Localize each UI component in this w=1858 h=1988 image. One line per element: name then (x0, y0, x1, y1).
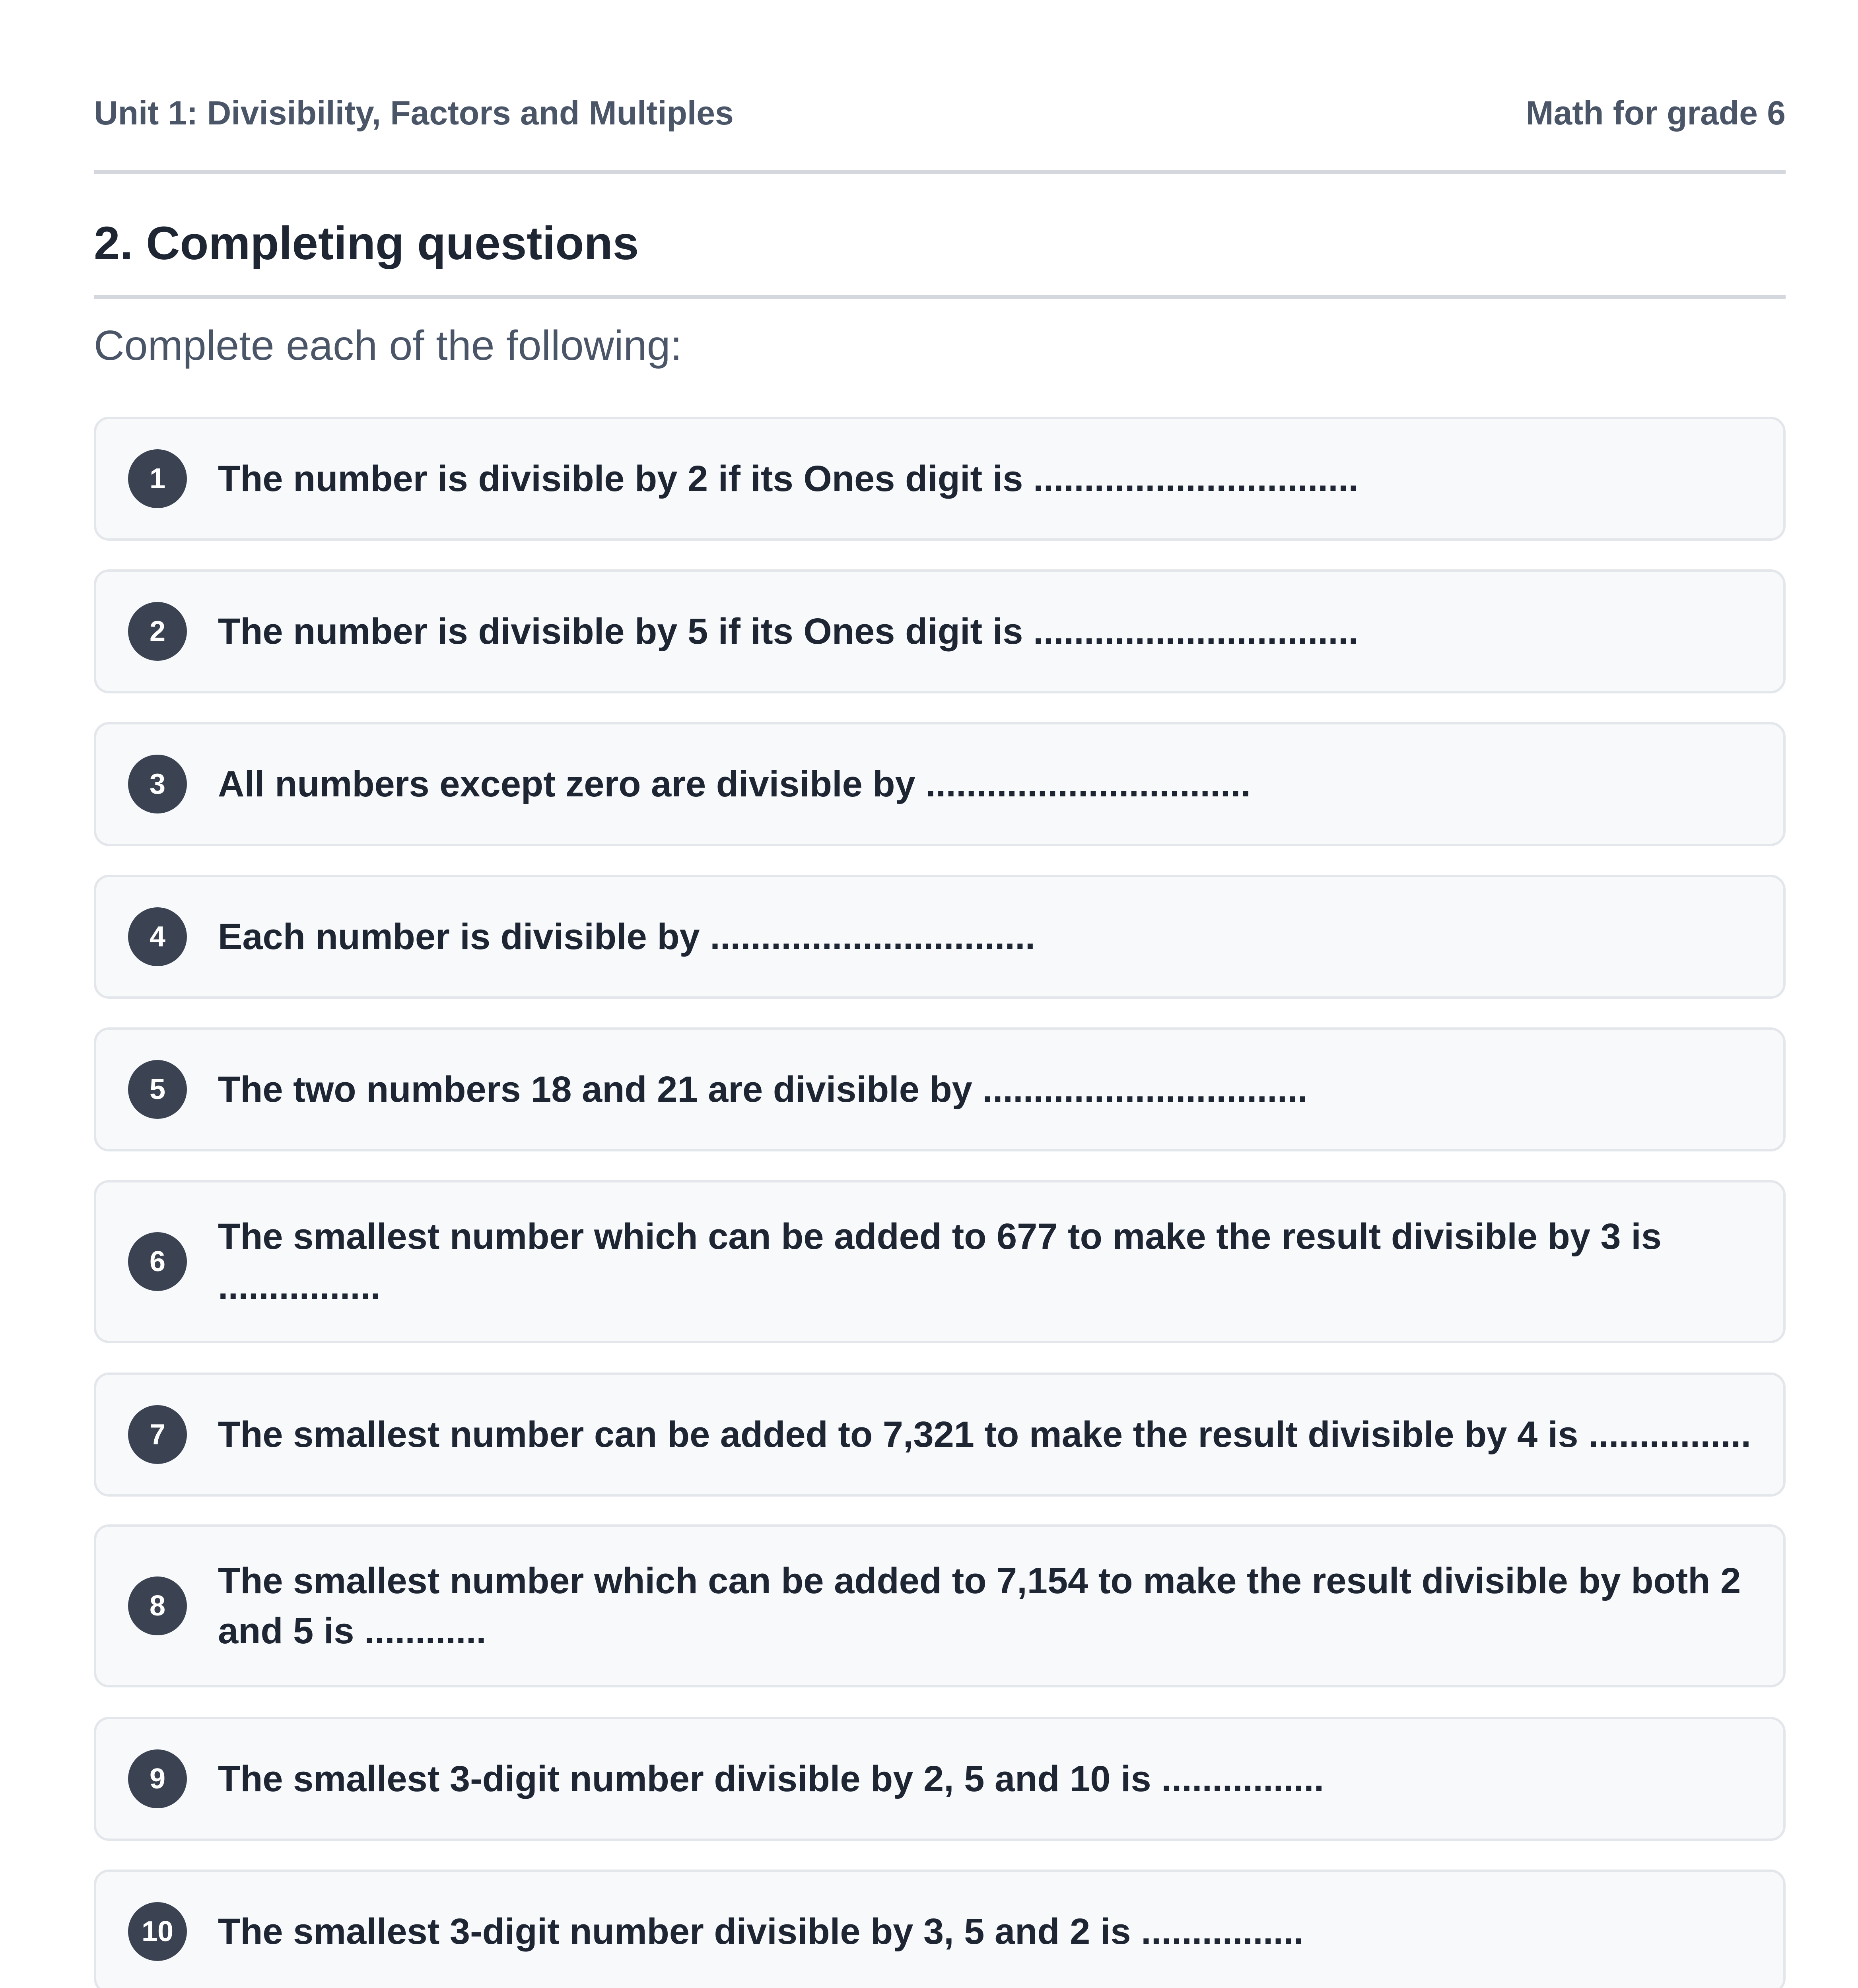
question-text: The number is divisible by 2 if its Ones digit is ................................ (218, 458, 1359, 499)
question-number-badge: 8 (128, 1576, 187, 1635)
question-text: The two numbers 18 and 21 are divisible by ................................ (218, 1069, 1308, 1110)
unit-title: Unit 1: Divisibility, Factors and Multiples (94, 94, 734, 132)
question-number-badge: 3 (128, 755, 187, 813)
question-text: The smallest number which can be added to 677 to make the result divisible by 3 is ................ (218, 1216, 1662, 1307)
section-title: 2. Completing questions (94, 217, 639, 270)
section-divider (94, 295, 1786, 299)
question-text: All numbers except zero are divisible by ................................ (218, 764, 1251, 804)
question-number-badge: 4 (128, 907, 187, 966)
question-text: The smallest 3-digit number divisible by 2, 5 and 10 is ................ (218, 1759, 1324, 1799)
subject-label: Math for grade 6 (1526, 94, 1786, 132)
question-number-badge: 2 (128, 602, 187, 661)
question-number-badge: 10 (128, 1902, 187, 1961)
question-card (94, 875, 1786, 999)
question-number-badge: 1 (128, 449, 187, 508)
question-card (94, 722, 1786, 846)
question-text: The smallest number which can be added to 7,154 to make the result divisible by both 2 and 5 is ............ (218, 1561, 1741, 1651)
question-card (94, 1870, 1786, 1988)
header-divider (94, 170, 1786, 174)
question-number-badge: 6 (128, 1232, 187, 1291)
question-card (94, 1373, 1786, 1497)
question-card (94, 569, 1786, 693)
question-card (94, 1524, 1786, 1687)
question-text: Each number is divisible by ................................ (218, 916, 1036, 957)
question-card (94, 1027, 1786, 1151)
question-number-badge: 5 (128, 1060, 187, 1119)
question-number-badge: 9 (128, 1749, 187, 1808)
question-text: The smallest 3-digit number divisible by 3, 5 and 2 is ................ (218, 1911, 1304, 1952)
question-text: The smallest number can be added to 7,321 to make the result divisible by 4 is ................ (218, 1414, 1751, 1455)
question-card (94, 417, 1786, 541)
instructions: Complete each of the following: (94, 322, 682, 369)
question-text: The number is divisible by 5 if its Ones digit is ................................ (218, 611, 1359, 652)
question-number-badge: 7 (128, 1405, 187, 1464)
page-header (94, 94, 1786, 132)
question-card (94, 1717, 1786, 1841)
question-card (94, 1180, 1786, 1343)
